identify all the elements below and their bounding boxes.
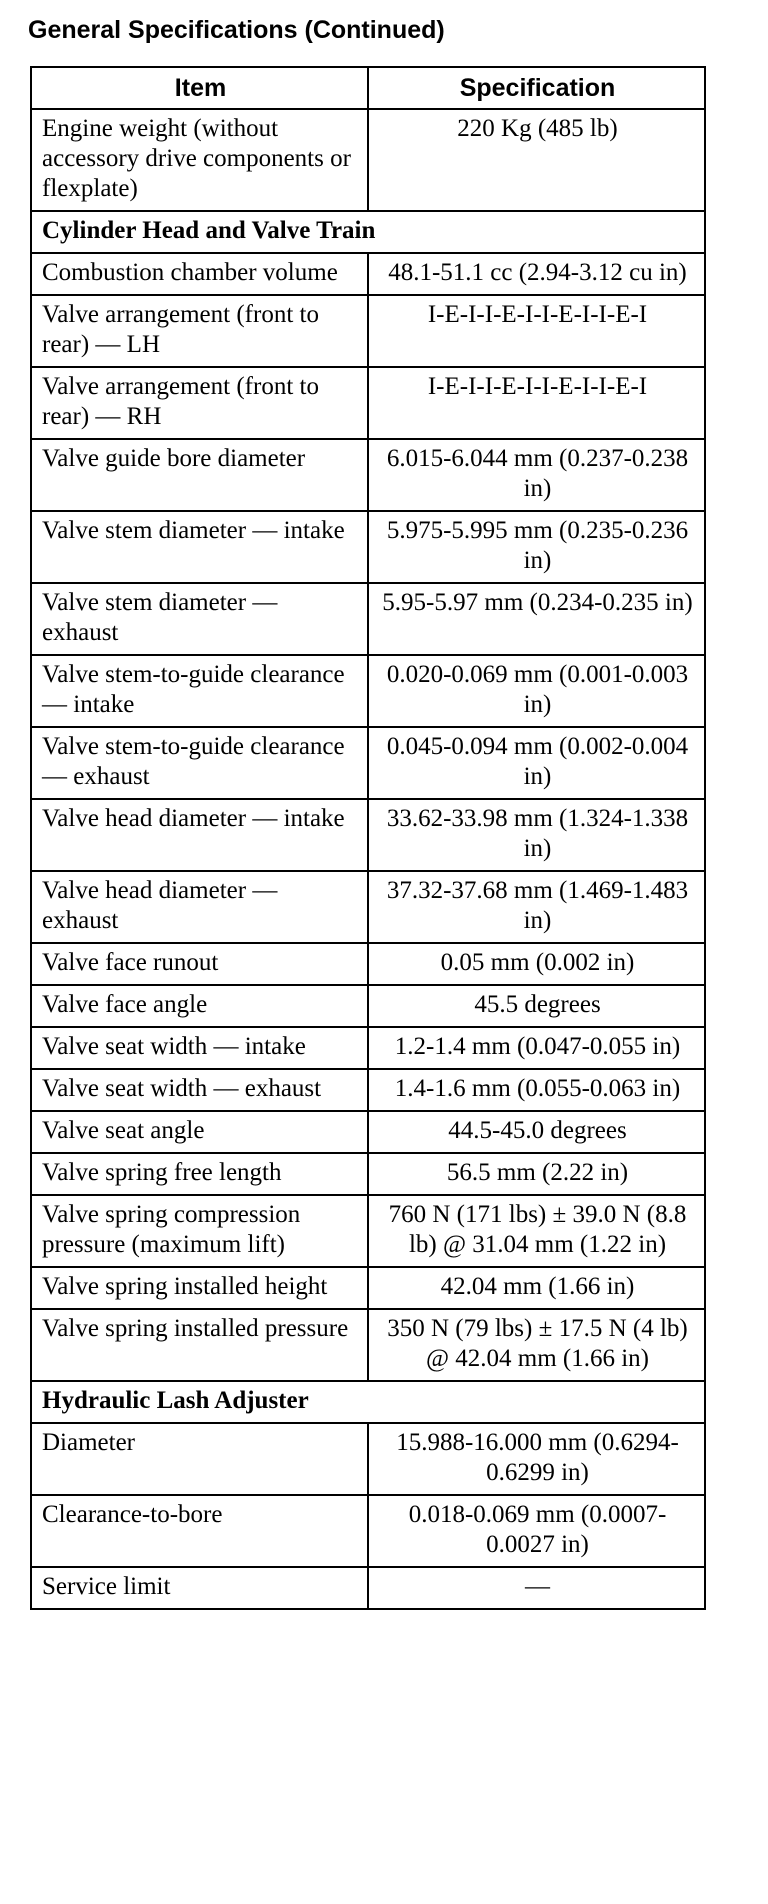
item-cell: Diameter <box>31 1423 368 1495</box>
table-row <box>31 727 705 799</box>
item-cell: Clearance-to-bore <box>31 1495 368 1567</box>
specification-cell: I-E-I-I-E-I-I-E-I-I-E-I <box>368 295 705 367</box>
table-row <box>31 1423 705 1495</box>
item-cell: Valve spring installed pressure <box>31 1309 368 1381</box>
specification-cell: 56.5 mm (2.22 in) <box>368 1153 705 1195</box>
table-header-row <box>31 67 705 109</box>
table-row <box>31 871 705 943</box>
specification-cell: 37.32-37.68 mm (1.469-1.483 in) <box>368 871 705 943</box>
specification-cell: 1.4-1.6 mm (0.055-0.063 in) <box>368 1069 705 1111</box>
specification-cell: 15.988-16.000 mm (0.6294-0.6299 in) <box>368 1423 705 1495</box>
table-row <box>31 583 705 655</box>
section-title: Cylinder Head and Valve Train <box>31 211 705 253</box>
specification-cell: 0.018-0.069 mm (0.0007-0.0027 in) <box>368 1495 705 1567</box>
specification-cell: — <box>368 1567 705 1609</box>
specification-cell: 0.020-0.069 mm (0.001-0.003 in) <box>368 655 705 727</box>
table-row <box>31 511 705 583</box>
table-row <box>31 1567 705 1609</box>
table-row <box>31 943 705 985</box>
item-cell: Valve stem diameter — exhaust <box>31 583 368 655</box>
table-row <box>31 1027 705 1069</box>
item-cell: Valve stem-to-guide clearance — intake <box>31 655 368 727</box>
item-cell: Valve face runout <box>31 943 368 985</box>
specification-cell: 45.5 degrees <box>368 985 705 1027</box>
item-cell: Combustion chamber volume <box>31 253 368 295</box>
specification-cell: I-E-I-I-E-I-I-E-I-I-E-I <box>368 367 705 439</box>
item-cell: Valve guide bore diameter <box>31 439 368 511</box>
table-row <box>31 1069 705 1111</box>
item-cell: Valve spring installed height <box>31 1267 368 1309</box>
section-header-row <box>31 211 705 253</box>
table-body <box>31 109 705 1609</box>
item-cell: Valve spring free length <box>31 1153 368 1195</box>
specification-cell: 5.975-5.995 mm (0.235-0.236 in) <box>368 511 705 583</box>
section-title: Hydraulic Lash Adjuster <box>31 1381 705 1423</box>
table-row <box>31 253 705 295</box>
specification-cell: 33.62-33.98 mm (1.324-1.338 in) <box>368 799 705 871</box>
item-cell: Valve head diameter — exhaust <box>31 871 368 943</box>
specification-cell: 48.1-51.1 cc (2.94-3.12 cu in) <box>368 253 705 295</box>
specification-cell: 42.04 mm (1.66 in) <box>368 1267 705 1309</box>
table-row <box>31 1309 705 1381</box>
specification-cell: 350 N (79 lbs) ± 17.5 N (4 lb) @ 42.04 mm (1.66 in) <box>368 1309 705 1381</box>
specification-cell: 5.95-5.97 mm (0.234-0.235 in) <box>368 583 705 655</box>
page-title: General Specifications (Continued) <box>28 16 445 44</box>
item-cell: Valve seat width — exhaust <box>31 1069 368 1111</box>
specification-cell: 44.5-45.0 degrees <box>368 1111 705 1153</box>
table-row <box>31 1195 705 1267</box>
item-cell: Service limit <box>31 1567 368 1609</box>
column-header-specification: Specification <box>368 67 705 109</box>
table-row <box>31 295 705 367</box>
section-header-row <box>31 1381 705 1423</box>
item-cell: Engine weight (without accessory drive components or flexplate) <box>31 109 368 211</box>
item-cell: Valve head diameter — intake <box>31 799 368 871</box>
item-cell: Valve spring compression pressure (maximum lift) <box>31 1195 368 1267</box>
table-row <box>31 1153 705 1195</box>
table-row <box>31 1495 705 1567</box>
table-row <box>31 1267 705 1309</box>
item-cell: Valve seat width — intake <box>31 1027 368 1069</box>
table-row <box>31 799 705 871</box>
specification-cell: 1.2-1.4 mm (0.047-0.055 in) <box>368 1027 705 1069</box>
item-cell: Valve arrangement (front to rear) — LH <box>31 295 368 367</box>
specification-cell: 0.05 mm (0.002 in) <box>368 943 705 985</box>
table-row <box>31 367 705 439</box>
item-cell: Valve arrangement (front to rear) — RH <box>31 367 368 439</box>
item-cell: Valve stem-to-guide clearance — exhaust <box>31 727 368 799</box>
table-row <box>31 655 705 727</box>
item-cell: Valve seat angle <box>31 1111 368 1153</box>
table-row <box>31 1111 705 1153</box>
table-row <box>31 985 705 1027</box>
column-header-item: Item <box>31 67 368 109</box>
specification-cell: 220 Kg (485 lb) <box>368 109 705 211</box>
specification-cell: 0.045-0.094 mm (0.002-0.004 in) <box>368 727 705 799</box>
specification-cell: 760 N (171 lbs) ± 39.0 N (8.8 lb) @ 31.04 mm (1.22 in) <box>368 1195 705 1267</box>
item-cell: Valve stem diameter — intake <box>31 511 368 583</box>
specifications-table <box>30 66 706 1610</box>
specification-cell: 6.015-6.044 mm (0.237-0.238 in) <box>368 439 705 511</box>
table-row <box>31 439 705 511</box>
table-row <box>31 109 705 211</box>
item-cell: Valve face angle <box>31 985 368 1027</box>
